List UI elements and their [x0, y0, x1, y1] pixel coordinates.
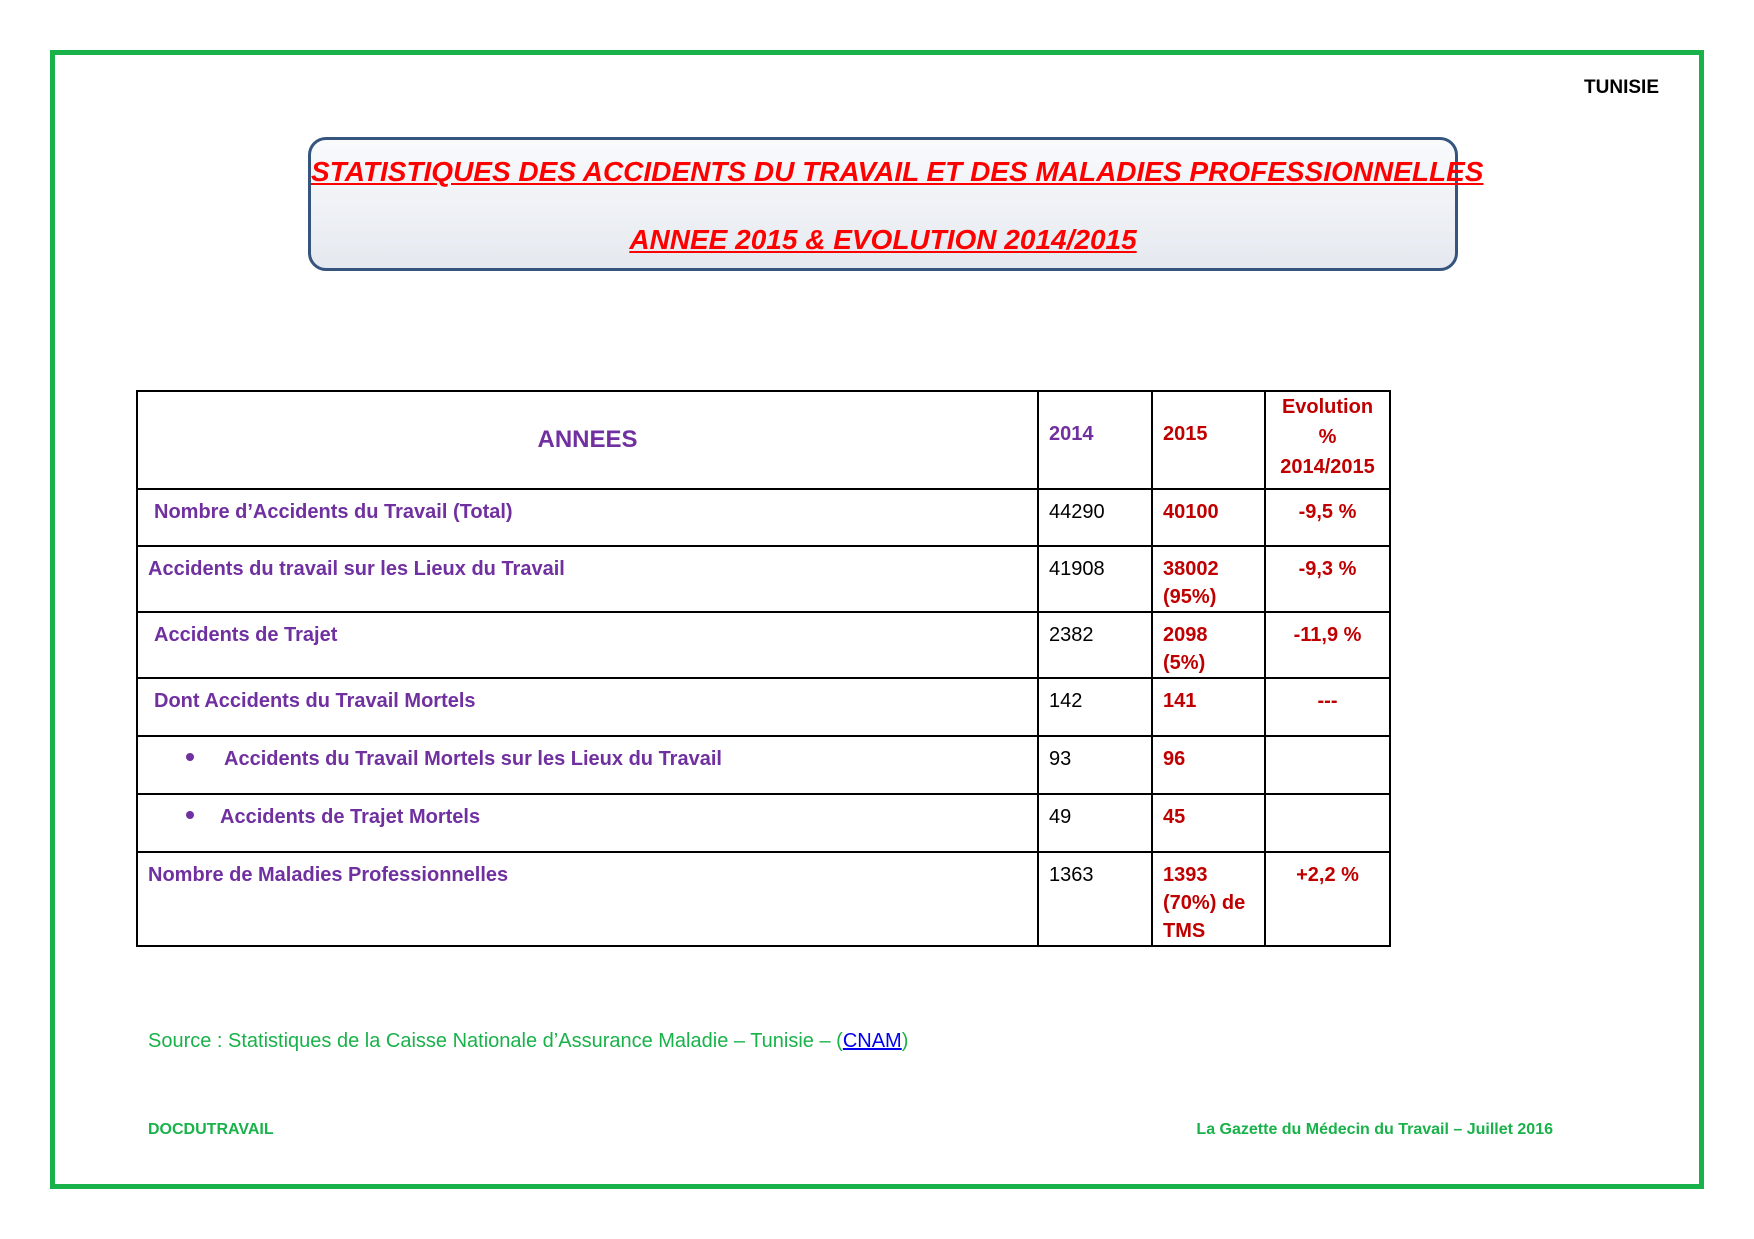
source-text: Source : Statistiques de la Caisse Nationale d’Assurance Maladie – Tunisie – ( [148, 1030, 843, 1052]
row-label-bulleted [137, 736, 1038, 794]
source-note [148, 1030, 908, 1053]
evolution-value: -9,5 % [1265, 489, 1390, 546]
header-evolution-line1: Evolution [1281, 396, 1374, 418]
value-2015-line1: 141 [1163, 690, 1197, 712]
table-row [137, 852, 1390, 946]
row-label-text: Accidents de Trajet Mortels [220, 806, 481, 828]
value-2015 [1152, 736, 1265, 794]
value-2015-line1: 45 [1163, 806, 1186, 828]
value-2015-line2: (95%) [1163, 586, 1217, 608]
title-line-1: STATISTIQUES DES ACCIDENTS DU TRAVAIL ET DES MALADIES PROFESSIONNELLES [311, 156, 1484, 187]
header-2015: 2015 [1152, 391, 1265, 489]
table-row [137, 794, 1390, 852]
value-2014: 93 [1038, 736, 1152, 794]
table-row [137, 612, 1390, 678]
evolution-value: -11,9 % [1265, 612, 1390, 678]
table-row [137, 489, 1390, 546]
evolution-value: +2,2 % [1265, 852, 1390, 946]
value-2015 [1152, 546, 1265, 612]
value-2015 [1152, 612, 1265, 678]
value-2014: 1363 [1038, 852, 1152, 946]
value-2014: 142 [1038, 678, 1152, 736]
statistics-table [136, 390, 1391, 947]
row-label-bulleted [137, 794, 1038, 852]
row-label: Accidents de Trajet [137, 612, 1038, 678]
evolution-value: --- [1265, 678, 1390, 736]
value-2015 [1152, 794, 1265, 852]
value-2015-line1: 40100 [1163, 501, 1219, 523]
header-evolution [1265, 391, 1390, 489]
cnam-link[interactable]: CNAM [842, 1030, 902, 1052]
value-2015-line1: 2098 [1163, 624, 1208, 646]
source-suffix: ) [901, 1030, 909, 1052]
footer-right: La Gazette du Médecin du Travail – Juillet 2016 [1196, 1121, 1553, 1138]
value-2015-line2: (5%) [1163, 652, 1206, 674]
table-row [137, 736, 1390, 794]
value-2015-line1: 1393 [1163, 864, 1208, 886]
row-label: Accidents du travail sur les Lieux du Travail [137, 546, 1038, 612]
title-line-2: ANNEE 2015 & EVOLUTION 2014/2015 [629, 224, 1137, 255]
value-2014: 49 [1038, 794, 1152, 852]
footer-left: DOCDUTRAVAIL [148, 1121, 274, 1138]
header-row [137, 391, 1390, 489]
bullet-icon [186, 811, 194, 819]
value-2015 [1152, 678, 1265, 736]
header-evolution-line2: % [1318, 426, 1337, 448]
row-label: Nombre d’Accidents du Travail (Total) [137, 489, 1038, 546]
table-row [137, 678, 1390, 736]
value-2015 [1152, 489, 1265, 546]
value-2015-line2: (70%) de [1163, 892, 1246, 914]
value-2015 [1152, 852, 1265, 946]
value-2014: 41908 [1038, 546, 1152, 612]
bullet-icon [186, 753, 194, 761]
title-box [308, 137, 1484, 271]
country-label: TUNISIE [1584, 77, 1659, 98]
row-label-text: Accidents du Travail Mortels sur les Lieux du Travail [224, 748, 722, 770]
row-label: Dont Accidents du Travail Mortels [137, 678, 1038, 736]
value-2014: 44290 [1038, 489, 1152, 546]
value-2014: 2382 [1038, 612, 1152, 678]
value-2015-line1: 38002 [1163, 558, 1219, 580]
evolution-value [1265, 736, 1390, 794]
evolution-value [1265, 794, 1390, 852]
header-evolution-line3: 2014/2015 [1280, 456, 1375, 478]
evolution-value: -9,3 % [1265, 546, 1390, 612]
table-row [137, 546, 1390, 612]
value-2015-line3: TMS [1163, 920, 1206, 942]
header-2014: 2014 [1038, 391, 1152, 489]
value-2015-line1: 96 [1163, 748, 1186, 770]
header-annees: ANNEES [137, 391, 1038, 489]
row-label: Nombre de Maladies Professionnelles [137, 852, 1038, 946]
